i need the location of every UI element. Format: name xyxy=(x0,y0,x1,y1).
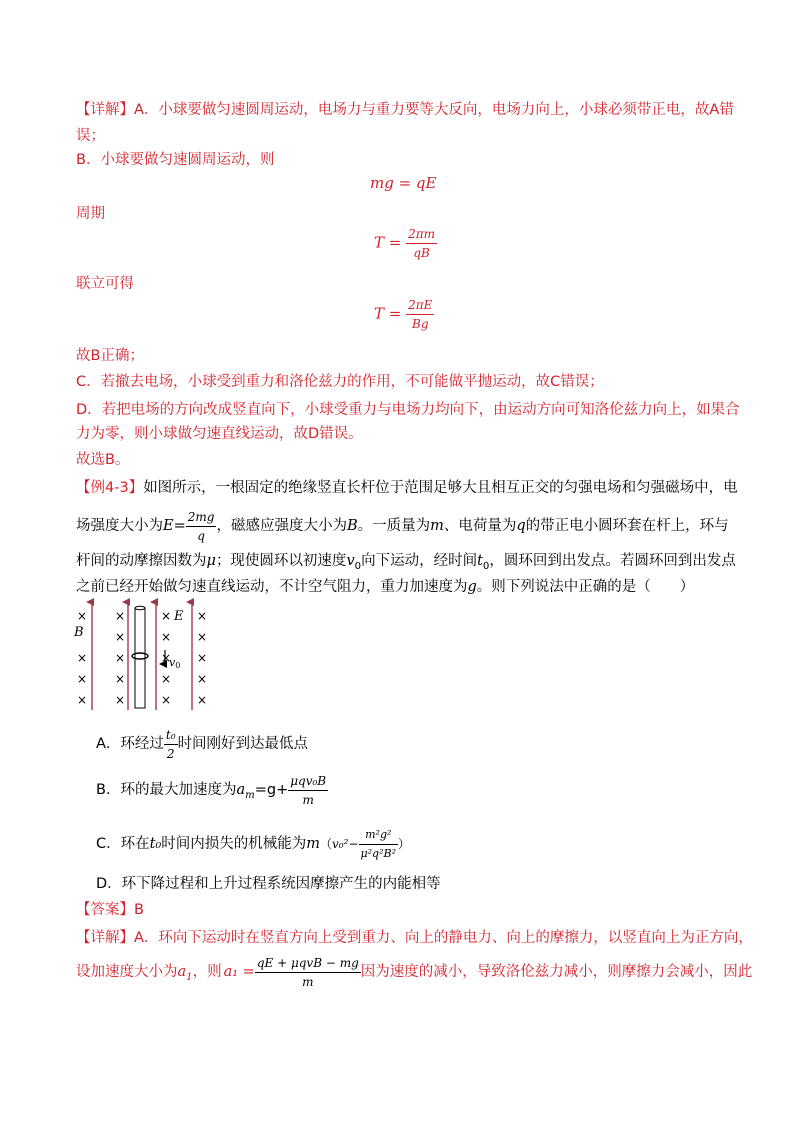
t2a: 场强度大小为 xyxy=(76,518,163,534)
detail-line-2: 误； xyxy=(76,128,105,144)
cross-mark: × xyxy=(76,651,88,665)
example-line-1 xyxy=(76,478,738,498)
opt-c-fraction xyxy=(359,827,399,862)
opt-b-sub: m xyxy=(245,789,255,801)
eq2-lhs: T = xyxy=(374,233,402,252)
cross-mark: × xyxy=(160,630,172,644)
label-E: E xyxy=(174,609,184,624)
cross-mark: × xyxy=(160,672,172,686)
opt-c-pre: C．环在 xyxy=(96,836,150,852)
opt-a-pre: A．环经过 xyxy=(96,736,164,752)
t2e: 的带正电小圆环套在杆上，环与 xyxy=(525,518,729,534)
opt-c-mid: 时间内损失的机械能为 xyxy=(161,836,307,852)
ans-lhs: a₁ = xyxy=(223,964,255,980)
t2c: 。一质量为 xyxy=(357,518,431,534)
option-C[interactable] xyxy=(96,824,410,864)
opt-c-den: μ²q²B² xyxy=(360,846,397,860)
t3-v0: 0 xyxy=(354,560,362,572)
t3c: 向下运动，经时间 xyxy=(361,553,478,569)
opt-a-den: 2 xyxy=(166,746,175,761)
cross-mark: × xyxy=(160,651,172,665)
t3b: ；现使圆环以初速度 xyxy=(215,553,347,569)
answer-label: 【答案】B xyxy=(76,902,144,918)
opt-a-post: 时间刚好到达最低点 xyxy=(177,736,309,752)
opt-c-v: v₀² xyxy=(332,837,349,851)
answer-detail-1: 【详解】A．环向下运动时在竖直方向上受到重力、向上的静电力、向上的摩擦力，以竖直向上为正方向， xyxy=(76,930,753,946)
ans-num: qE + μqvB − mg xyxy=(255,955,361,973)
eq3-denominator: Bg xyxy=(412,317,429,331)
ans-fraction xyxy=(255,955,361,990)
field-diagram xyxy=(68,598,218,718)
ans-a: a xyxy=(177,964,187,980)
opt-a-num: t₀ xyxy=(164,727,178,745)
t2-den: q xyxy=(197,528,205,543)
cross-mark: × xyxy=(114,651,126,665)
equation-1: mg = qE xyxy=(370,174,437,192)
t4a: 之前已经开始做匀速直线运动，不计空气阻力，重力加速度为 xyxy=(76,579,468,595)
example-text-1: 如图所示，一根固定的绝缘竖直长杆位于范围足够大且相互正交的匀强电场和匀强磁场中，电 xyxy=(143,480,738,496)
t2-eq: = xyxy=(173,518,186,534)
example-tag: 【例4-3】 xyxy=(76,480,144,496)
cross-mark: × xyxy=(114,672,126,686)
cross-mark: × xyxy=(196,609,208,623)
ans-d2a: 设加速度大小为 xyxy=(76,964,178,980)
t2-E: E xyxy=(163,518,174,534)
label-v: v0 xyxy=(169,656,181,670)
field-fraction xyxy=(186,509,217,544)
cross-mark: × xyxy=(160,609,172,623)
t3-t0: 0 xyxy=(482,560,490,572)
opt-c-paren-l: （ xyxy=(320,837,333,851)
t3d: ，圆环回到出发点。若圆环回到出发点 xyxy=(489,553,736,569)
detail-line-1: 【详解】A．小球要做匀速圆周运动，电场力与重力要等大反向，电场力向上，小球必须带正电，故A错 xyxy=(76,102,734,118)
t2b: ，磁感应强度大小为 xyxy=(216,518,347,534)
opt-b-mid: =g+ xyxy=(254,782,289,798)
eq2-numerator: 2πm xyxy=(406,226,437,244)
eq3-lhs: T = xyxy=(374,304,402,323)
equation-2 xyxy=(374,226,437,261)
cross-mark: × xyxy=(160,693,172,707)
cross-mark: × xyxy=(114,693,126,707)
cross-mark: × xyxy=(114,630,126,644)
detail-line-5: C．若撤去电场，小球受到重力和洛伦兹力的作用，不可能做平抛运动，故C错误； xyxy=(76,374,604,390)
cross-mark: × xyxy=(76,609,88,623)
cross-mark: × xyxy=(196,693,208,707)
t4-g: g xyxy=(467,579,477,595)
ans-den: m xyxy=(302,974,314,989)
detail-line-6: D．若把电场的方向改成竖直向下，小球受重力与电场力均向下，由运动方向可知洛伦兹力向上，如果合 xyxy=(76,402,740,418)
option-B[interactable] xyxy=(96,770,328,810)
cross-mark: × xyxy=(76,693,88,707)
opt-b-num: μqv₀B xyxy=(288,773,328,791)
ans-d2c: 因为速度的减小，导致洛伦兹力减小，则摩擦力会减小，因此 xyxy=(360,964,753,980)
cross-mark: × xyxy=(196,672,208,686)
eq2-denominator: qB xyxy=(413,246,430,260)
opt-b-pre: B．环的最大加速度为 xyxy=(96,782,237,798)
example-line-2 xyxy=(76,504,729,548)
opt-c-t: t₀ xyxy=(149,836,162,852)
t2d: 、电荷量为 xyxy=(443,518,517,534)
cross-mark: × xyxy=(196,630,208,644)
answer-detail-2 xyxy=(76,950,752,994)
opt-c-m: m xyxy=(306,836,321,852)
rod-top xyxy=(135,606,145,610)
detail-line-4: 故B正确； xyxy=(76,348,144,364)
ans-d2b: ，则 xyxy=(192,964,222,980)
example-line-3 xyxy=(76,551,736,571)
opt-b-den: m xyxy=(302,792,314,807)
cross-mark: × xyxy=(196,651,208,665)
t3-t: t xyxy=(477,553,483,569)
opt-c-paren-r: ） xyxy=(398,837,411,851)
t3-v: v xyxy=(346,553,355,569)
opt-c-minus: − xyxy=(348,837,359,851)
opt-b-fraction xyxy=(288,773,328,808)
equation-3 xyxy=(374,297,434,332)
label-combine: 联立可得 xyxy=(76,276,134,292)
detail-line-3: B．小球要做匀速圆周运动，则 xyxy=(76,152,275,168)
label-period: 周期 xyxy=(76,206,105,222)
option-D[interactable]: D．环下降过程和上升过程系统因摩擦产生的内能相等 xyxy=(96,876,441,892)
ans-a1: 1 xyxy=(186,971,193,983)
t3-mu: μ xyxy=(206,553,216,569)
t2-B: B xyxy=(346,518,358,534)
t4b: 。则下列说法中正确的是（ ） xyxy=(476,579,695,595)
example-line-4 xyxy=(76,577,694,597)
eq3-numerator: 2πE xyxy=(406,297,434,315)
cross-mark: × xyxy=(114,609,126,623)
opt-b-a: a xyxy=(236,782,246,798)
option-A[interactable] xyxy=(96,724,308,764)
cross-mark: × xyxy=(76,672,88,686)
t3a: 杆间的动摩擦因数为 xyxy=(76,553,207,569)
t2-q: q xyxy=(516,518,526,534)
opt-c-num: m²g² xyxy=(359,827,399,845)
label-B: B xyxy=(74,625,84,640)
detail-line-8: 故选B。 xyxy=(76,452,130,468)
t2-num: 2mg xyxy=(186,509,217,527)
t2-m: m xyxy=(430,518,444,534)
opt-a-fraction xyxy=(164,727,178,762)
detail-line-7: 力为零，则小球做匀速直线运动，故D错误。 xyxy=(76,426,363,442)
